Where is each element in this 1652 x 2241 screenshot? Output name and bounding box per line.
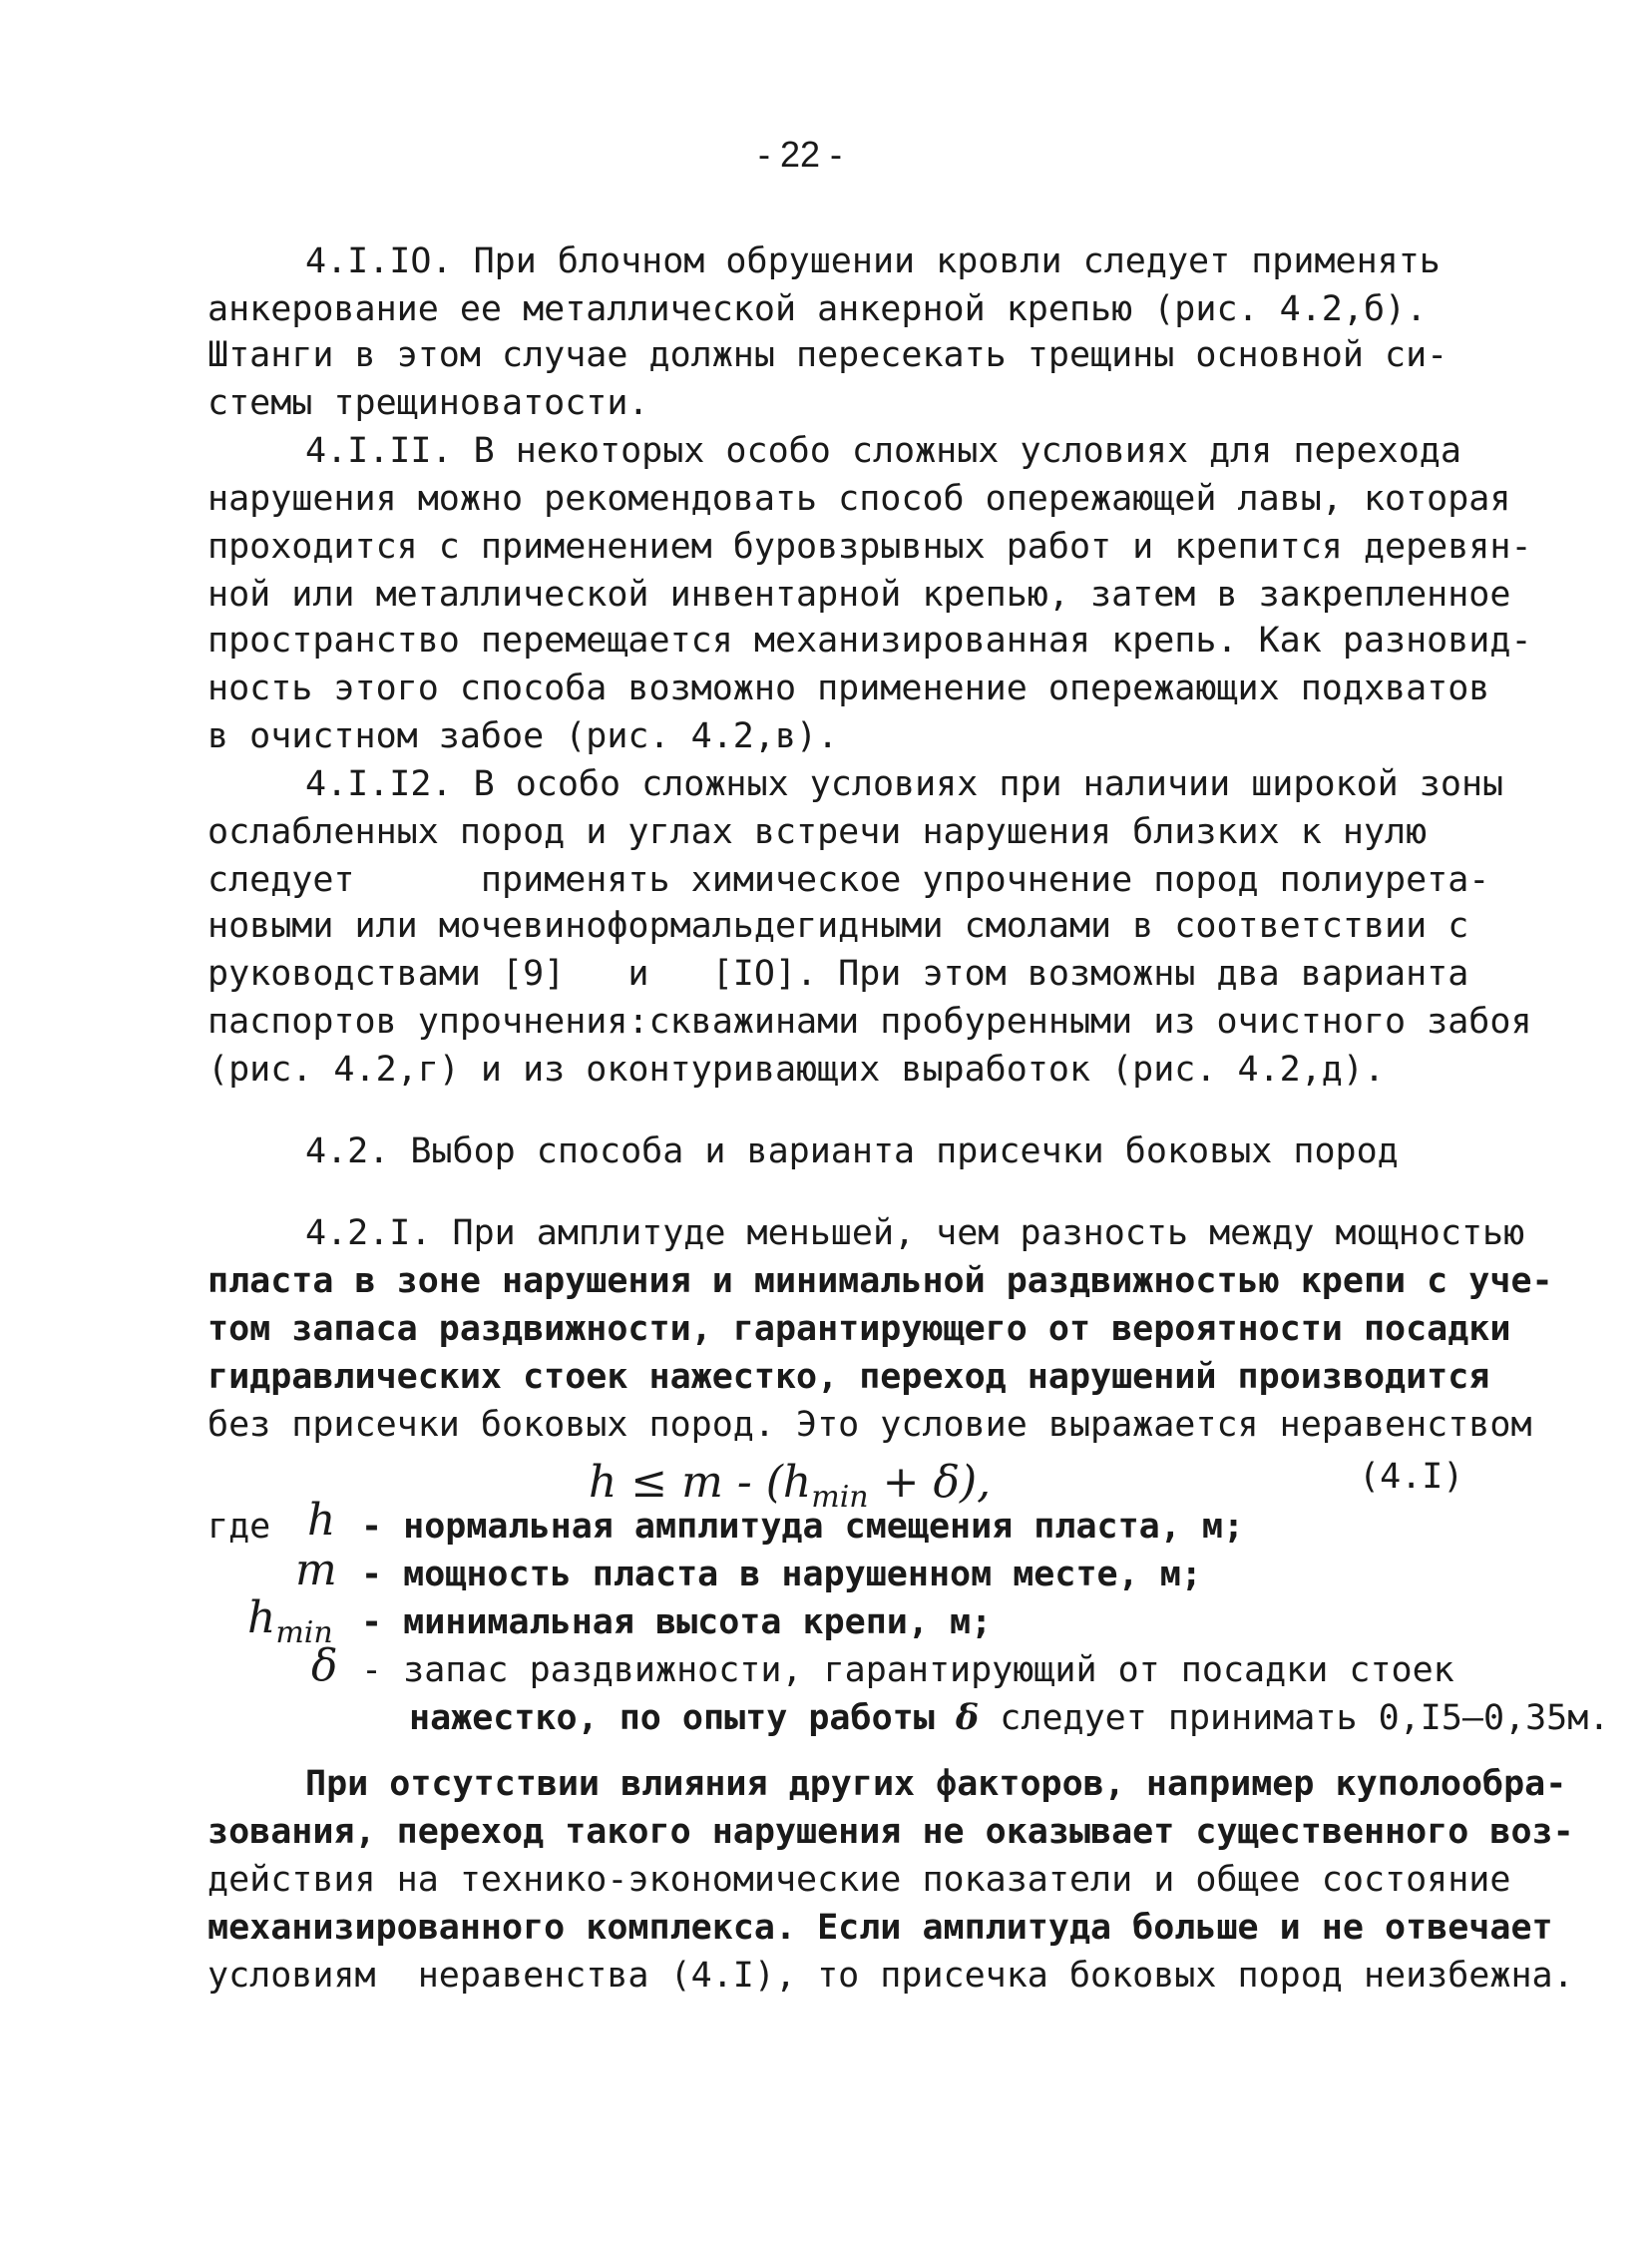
- text-line: пласта в зоне нарушения и минимальной раздвижностью крепи с уче-: [207, 1261, 1553, 1301]
- text-line: Штанги в этом случае должны пересекать трещины основной си-: [207, 335, 1448, 375]
- text-line: пространство перемещается механизированная крепь. Как разновид-: [207, 621, 1532, 661]
- symbol-h: h: [307, 1495, 336, 1546]
- text-line: ослабленных пород и углах встречи нарушения близких к нулю: [207, 812, 1428, 852]
- text-line: нарушения можно рекомендовать способ опережающей лавы, которая: [207, 479, 1511, 519]
- symbol-delta: δ: [311, 1640, 338, 1691]
- symbol-h-min: $h_{min}$: [247, 1592, 333, 1650]
- text-line: 4.I.II. В некоторых особо сложных условиях для перехода: [305, 431, 1461, 471]
- text-line: зования, переход такого нарушения не оказывает существенного воз-: [207, 1812, 1574, 1852]
- text-line: анкерование ее металлической анкерной крепью (рис. 4.2,б).: [207, 289, 1428, 329]
- text-line: стемы трещиноватости.: [207, 383, 649, 423]
- text-line: 4.I.I2. В особо сложных условиях при наличии широкой зоны: [305, 764, 1504, 804]
- text-line: 4.2.I. При амплитуде меньшей, чем разность между мощностью: [305, 1213, 1525, 1253]
- symbol-m: m: [295, 1545, 337, 1595]
- text-line: проходится с применением буровзрывных работ и крепится деревян-: [207, 527, 1532, 567]
- formula-subscript: min: [811, 1479, 869, 1515]
- formula-number: (4.I): [1359, 1457, 1464, 1497]
- text-line: механизированного комплекса. Если амплитуда больше и не отвечает: [207, 1908, 1553, 1948]
- text-line: в очистном забое (рис. 4.2,в).: [207, 716, 839, 756]
- text-line: новыми или мочевиноформальдегидными смолами в соответствии с: [207, 906, 1469, 946]
- formula-tail: + δ),: [868, 1457, 992, 1508]
- page-number: - 22 -: [758, 134, 843, 175]
- formula-expression: h ≤ m - (h: [589, 1457, 812, 1508]
- text-line: паспортов упрочнения:скважинами пробуренными из очистного забоя: [207, 1002, 1532, 1042]
- text-line: том запаса раздвижности, гарантирующего от вероятности посадки: [207, 1309, 1511, 1349]
- definition-text: - нормальная амплитуда смещения пласта, м;: [361, 1507, 1245, 1547]
- definition-text: - мощность пласта в нарушенном месте, м;: [361, 1555, 1202, 1594]
- definition-continuation: нажестко, по опыту работы δ следует принимать 0,I5–0,35м.: [409, 1697, 1610, 1738]
- definition-text: - запас раздвижности, гарантирующий от посадки стоек: [361, 1650, 1454, 1690]
- section-heading: 4.2. Выбор способа и варианта присечки боковых пород: [305, 1131, 1399, 1171]
- where-label: где: [207, 1507, 271, 1547]
- text-line: гидравлических стоек нажестко, переход нарушений производится: [207, 1357, 1490, 1397]
- text-line: ность этого способа возможно применение опережающих подхватов: [207, 669, 1490, 708]
- text-line: 4.I.IO. При блочном обрушении кровли следует применять: [305, 241, 1441, 281]
- text-line: ной или металлической инвентарной крепью, затем в закрепленное: [207, 575, 1511, 615]
- text-line: руководствами [9] и [IO]. При этом возможны два варианта: [207, 954, 1469, 994]
- text-line: действия на технико-экономические показатели и общее состояние: [207, 1860, 1511, 1900]
- text-line: без присечки боковых пород. Это условие выражается неравенством: [207, 1405, 1532, 1445]
- text-line: следует применять химическое упрочнение пород полиурета-: [207, 860, 1490, 900]
- text-line: (рис. 4.2,г) и из оконтуривающих выработок (рис. 4.2,д).: [207, 1050, 1386, 1090]
- text-line: условиям неравенства (4.I), то присечка боковых пород неизбежна.: [207, 1956, 1574, 1996]
- symbol-delta-inline: δ: [955, 1697, 980, 1738]
- text-line: При отсутствии влияния других факторов, например куполообра-: [305, 1764, 1567, 1804]
- definition-text: - минимальная высота крепи, м;: [361, 1602, 993, 1642]
